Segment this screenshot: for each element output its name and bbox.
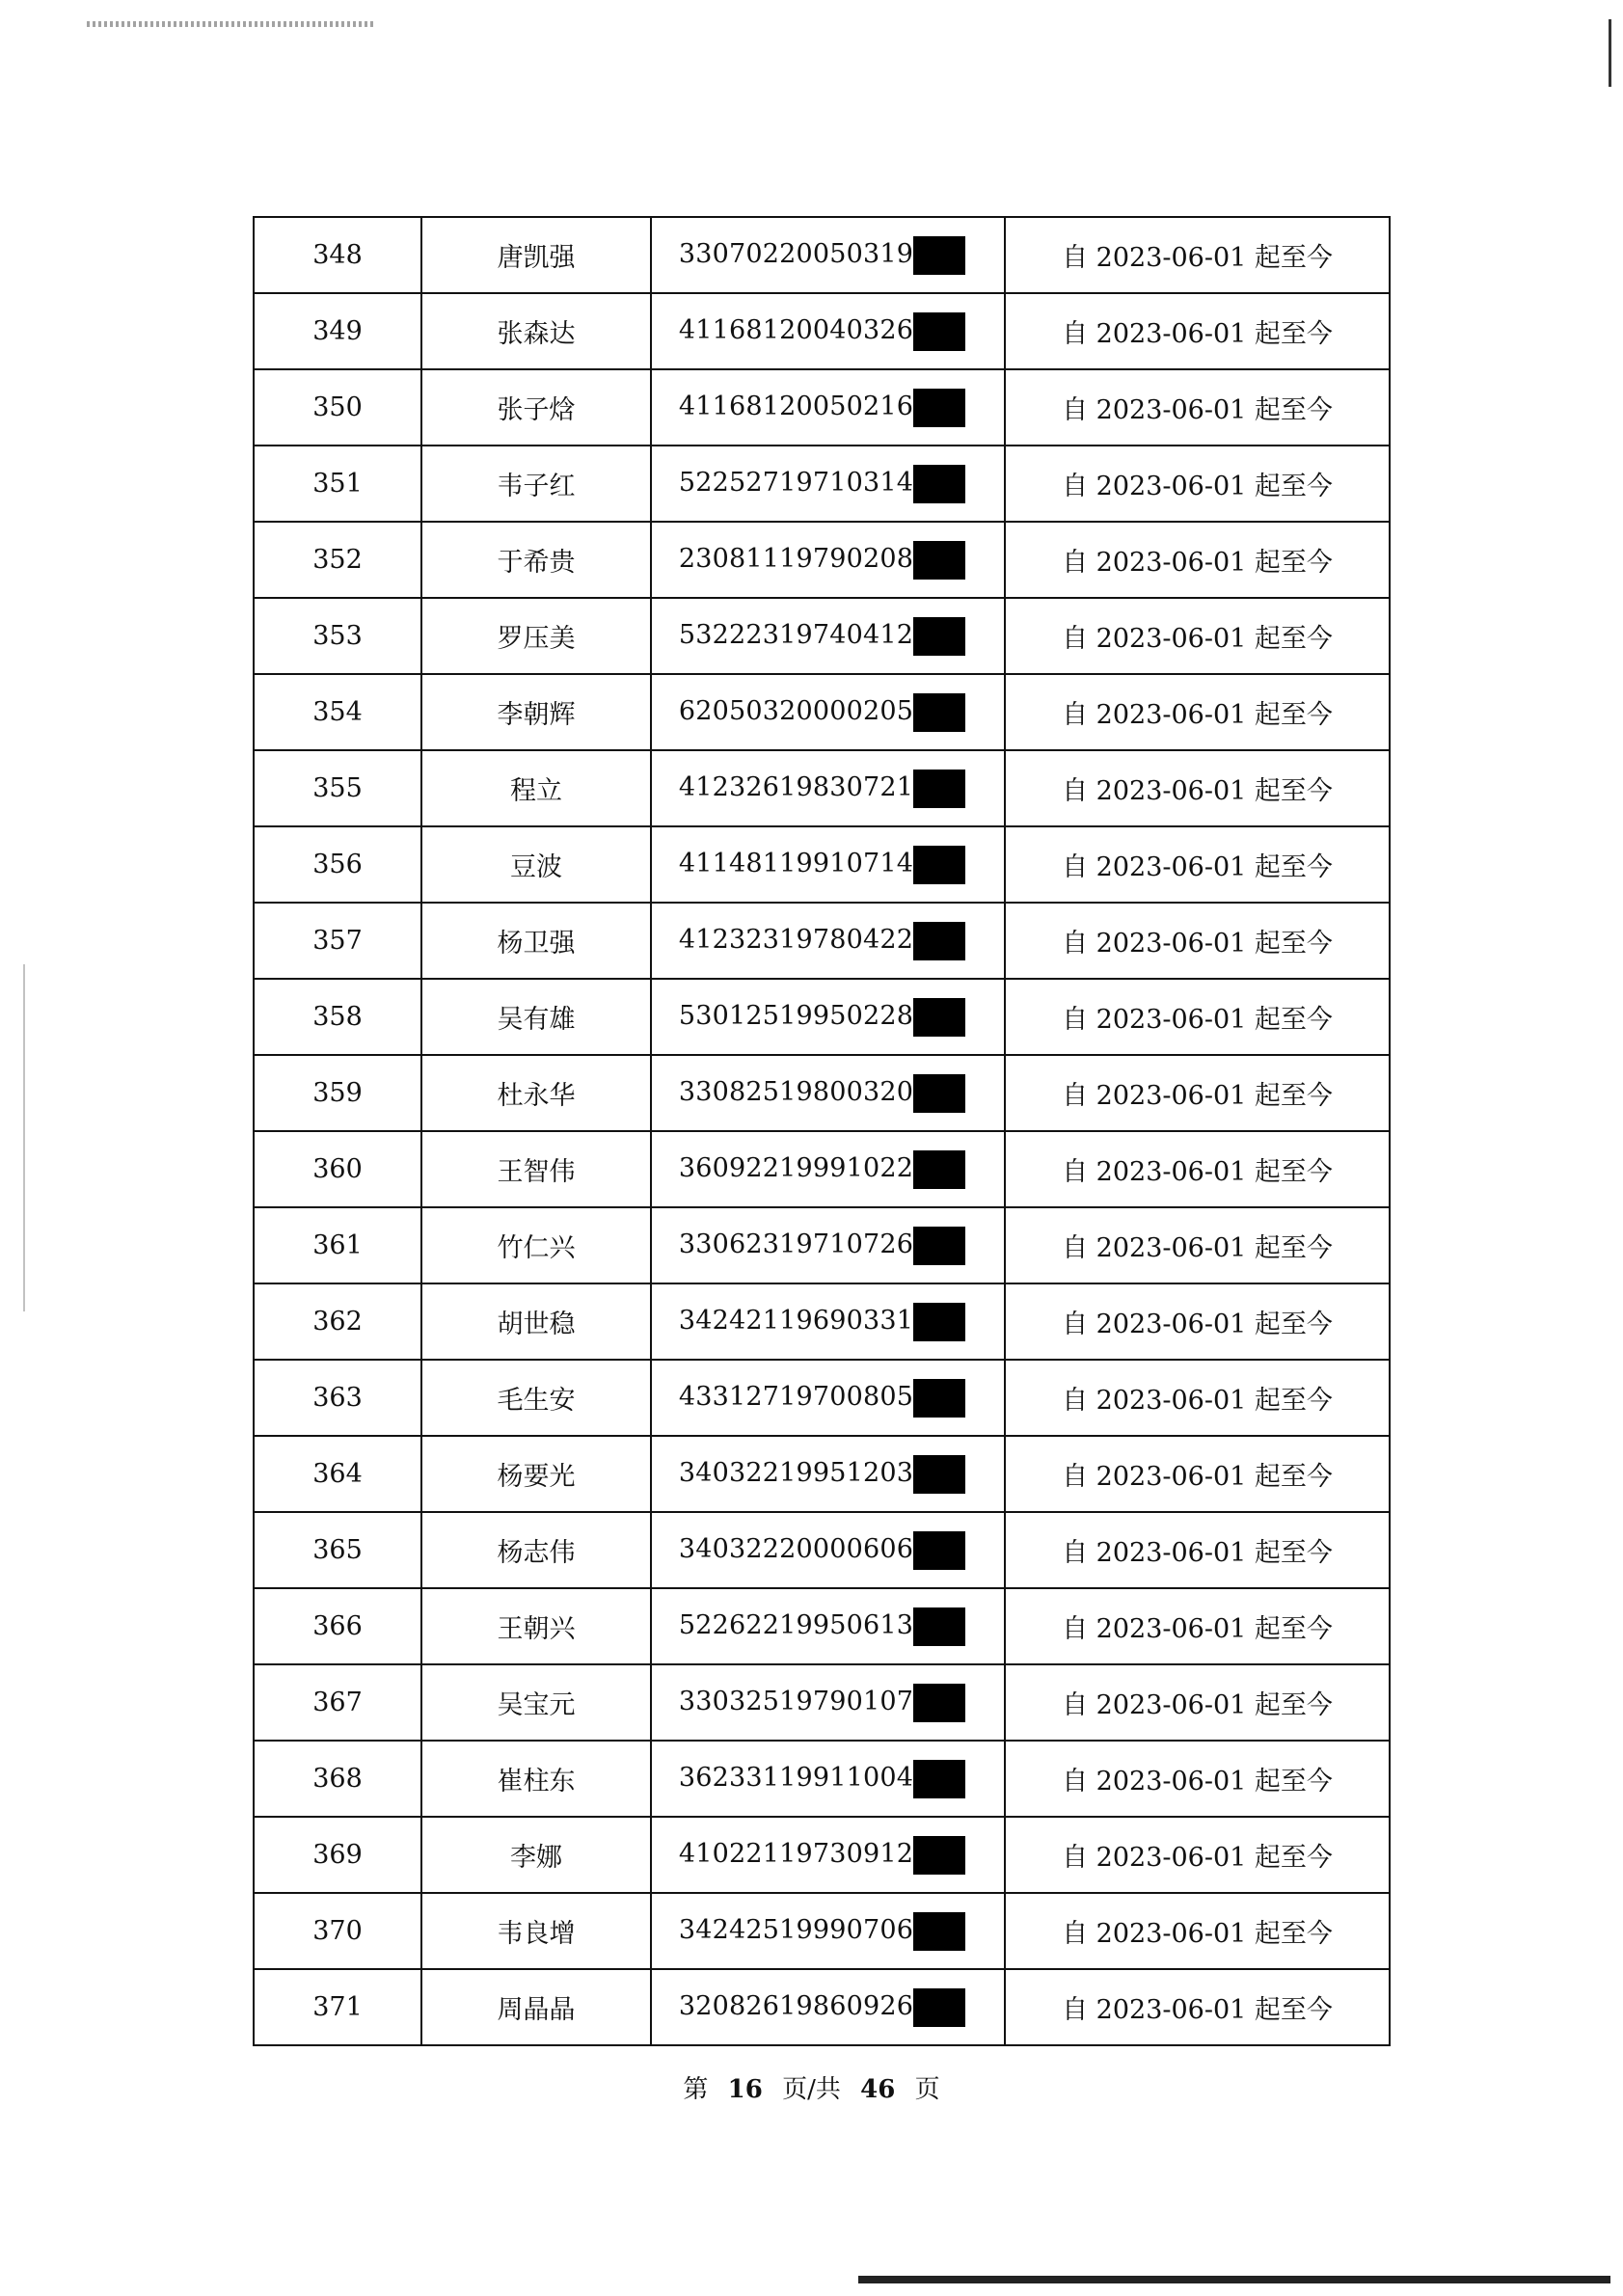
- id-number-cell: [651, 1207, 1005, 1283]
- id-number-visible: 41168120040326: [678, 315, 914, 345]
- table-row: [254, 1131, 1390, 1207]
- enrollment-period: 自 2023-06-01 起至今: [1005, 750, 1390, 826]
- person-name: 唐凯强: [421, 217, 651, 293]
- id-number-cell: [651, 1283, 1005, 1360]
- enrollment-period: 自 2023-06-01 起至今: [1005, 446, 1390, 522]
- id-number-visible: 62050320000205: [678, 696, 914, 726]
- scan-artifact-top: [87, 21, 376, 27]
- id-number-cell: [651, 1893, 1005, 1969]
- table-row: [254, 1741, 1390, 1817]
- id-number-visible: 52262219950613: [678, 1610, 914, 1640]
- row-number: 359: [254, 1055, 421, 1131]
- id-number-visible: 41022119730912: [678, 1839, 914, 1869]
- row-number: 357: [254, 903, 421, 979]
- redaction-block: [913, 846, 965, 884]
- scan-artifact-right: [1609, 19, 1611, 87]
- id-number-visible: 34032220000606: [678, 1534, 914, 1564]
- person-name: 杨要光: [421, 1436, 651, 1512]
- table-row: [254, 1207, 1390, 1283]
- row-number: 365: [254, 1512, 421, 1588]
- enrollment-period: 自 2023-06-01 起至今: [1005, 1283, 1390, 1360]
- redaction-block: [913, 1150, 965, 1189]
- id-number-visible: 23081119790208: [678, 544, 914, 574]
- enrollment-period: 自 2023-06-01 起至今: [1005, 979, 1390, 1055]
- row-number: 348: [254, 217, 421, 293]
- redaction-block: [913, 1607, 965, 1646]
- table-row: [254, 598, 1390, 674]
- table-row: [254, 1512, 1390, 1588]
- enrollment-period: 自 2023-06-01 起至今: [1005, 1436, 1390, 1512]
- row-number: 349: [254, 293, 421, 369]
- id-number-cell: [651, 522, 1005, 598]
- row-number: 367: [254, 1664, 421, 1741]
- enrollment-period: 自 2023-06-01 起至今: [1005, 1741, 1390, 1817]
- table-row: [254, 903, 1390, 979]
- page-footer: [0, 2069, 1623, 2105]
- person-name: 竹仁兴: [421, 1207, 651, 1283]
- id-number-visible: 41232319780422: [678, 925, 914, 955]
- row-number: 356: [254, 826, 421, 903]
- id-number-visible: 33062319710726: [678, 1229, 914, 1259]
- id-number-cell: [651, 826, 1005, 903]
- table-row: [254, 1055, 1390, 1131]
- id-number-cell: [651, 1436, 1005, 1512]
- id-number-visible: 36233119911004: [678, 1763, 914, 1793]
- enrollment-period: 自 2023-06-01 起至今: [1005, 293, 1390, 369]
- id-number-cell: [651, 1512, 1005, 1588]
- scan-artifact-left: [23, 964, 25, 1311]
- redaction-block: [913, 1531, 965, 1570]
- row-number: 355: [254, 750, 421, 826]
- id-number-cell: [651, 1969, 1005, 2045]
- redaction-block: [913, 770, 965, 808]
- person-name: 杨卫强: [421, 903, 651, 979]
- id-number-visible: 43312719700805: [678, 1382, 914, 1412]
- row-number: 350: [254, 369, 421, 446]
- person-name: 韦良增: [421, 1893, 651, 1969]
- id-number-cell: [651, 1131, 1005, 1207]
- redaction-block: [913, 1379, 965, 1418]
- redaction-block: [913, 1912, 965, 1951]
- id-number-visible: 32082619860926: [678, 1991, 914, 2021]
- id-number-visible: 36092219991022: [678, 1153, 914, 1183]
- redaction-block: [913, 1988, 965, 2027]
- table-row: [254, 522, 1390, 598]
- total-page-count: 46: [860, 2075, 896, 2104]
- id-number-cell: [651, 1664, 1005, 1741]
- id-number-cell: [651, 903, 1005, 979]
- footer-suffix: 页: [914, 2075, 940, 2104]
- id-number-visible: 41232619830721: [678, 772, 914, 802]
- person-name: 张森达: [421, 293, 651, 369]
- roster-table: [253, 216, 1391, 2046]
- redaction-block: [913, 389, 965, 427]
- enrollment-period: 自 2023-06-01 起至今: [1005, 903, 1390, 979]
- redaction-block: [913, 312, 965, 351]
- person-name: 罗压美: [421, 598, 651, 674]
- person-name: 周晶晶: [421, 1969, 651, 2045]
- id-number-cell: [651, 217, 1005, 293]
- redaction-block: [913, 998, 965, 1037]
- enrollment-period: 自 2023-06-01 起至今: [1005, 369, 1390, 446]
- id-number-visible: 33082519800320: [678, 1077, 914, 1107]
- enrollment-period: 自 2023-06-01 起至今: [1005, 598, 1390, 674]
- id-number-cell: [651, 1817, 1005, 1893]
- redaction-block: [913, 693, 965, 732]
- id-number-cell: [651, 598, 1005, 674]
- id-number-visible: 53012519950228: [678, 1001, 914, 1031]
- table-row: [254, 979, 1390, 1055]
- enrollment-period: 自 2023-06-01 起至今: [1005, 674, 1390, 750]
- enrollment-period: 自 2023-06-01 起至今: [1005, 1207, 1390, 1283]
- enrollment-period: 自 2023-06-01 起至今: [1005, 217, 1390, 293]
- enrollment-period: 自 2023-06-01 起至今: [1005, 1512, 1390, 1588]
- table-row: [254, 217, 1390, 293]
- id-number-cell: [651, 1588, 1005, 1664]
- id-number-cell: [651, 674, 1005, 750]
- redaction-block: [913, 1074, 965, 1113]
- id-number-cell: [651, 293, 1005, 369]
- person-name: 于希贵: [421, 522, 651, 598]
- table-row: [254, 1360, 1390, 1436]
- person-name: 杨志伟: [421, 1512, 651, 1588]
- enrollment-period: 自 2023-06-01 起至今: [1005, 1055, 1390, 1131]
- person-name: 杜永华: [421, 1055, 651, 1131]
- person-name: 豆波: [421, 826, 651, 903]
- table-row: [254, 674, 1390, 750]
- table-row: [254, 1588, 1390, 1664]
- id-number-cell: [651, 446, 1005, 522]
- table-row: [254, 1817, 1390, 1893]
- footer-prefix: 第: [683, 2075, 709, 2104]
- id-number-visible: 34242519990706: [678, 1915, 914, 1945]
- row-number: 366: [254, 1588, 421, 1664]
- table-row: [254, 1283, 1390, 1360]
- redaction-block: [913, 922, 965, 960]
- id-number-visible: 33070220050319: [678, 239, 914, 269]
- id-number-cell: [651, 979, 1005, 1055]
- person-name: 李朝辉: [421, 674, 651, 750]
- table-row: [254, 1969, 1390, 2045]
- redaction-block: [913, 465, 965, 503]
- id-number-visible: 41168120050216: [678, 392, 914, 421]
- table-row: [254, 1664, 1390, 1741]
- redaction-block: [913, 1303, 965, 1341]
- row-number: 363: [254, 1360, 421, 1436]
- person-name: 张子焓: [421, 369, 651, 446]
- enrollment-period: 自 2023-06-01 起至今: [1005, 1893, 1390, 1969]
- enrollment-period: 自 2023-06-01 起至今: [1005, 522, 1390, 598]
- row-number: 352: [254, 522, 421, 598]
- person-name: 王智伟: [421, 1131, 651, 1207]
- row-number: 353: [254, 598, 421, 674]
- redaction-block: [913, 1684, 965, 1722]
- redaction-block: [913, 617, 965, 656]
- scan-artifact-bottom: [858, 2276, 1610, 2283]
- person-name: 吴宝元: [421, 1664, 651, 1741]
- row-number: 360: [254, 1131, 421, 1207]
- table-row: [254, 369, 1390, 446]
- row-number: 358: [254, 979, 421, 1055]
- row-number: 364: [254, 1436, 421, 1512]
- row-number: 361: [254, 1207, 421, 1283]
- table-row: [254, 293, 1390, 369]
- id-number-visible: 33032519790107: [678, 1687, 914, 1716]
- table-row: [254, 826, 1390, 903]
- row-number: 371: [254, 1969, 421, 2045]
- enrollment-period: 自 2023-06-01 起至今: [1005, 1131, 1390, 1207]
- enrollment-period: 自 2023-06-01 起至今: [1005, 1588, 1390, 1664]
- person-name: 王朝兴: [421, 1588, 651, 1664]
- person-name: 李娜: [421, 1817, 651, 1893]
- row-number: 354: [254, 674, 421, 750]
- current-page-number: 16: [727, 2075, 763, 2104]
- row-number: 362: [254, 1283, 421, 1360]
- footer-middle: 页/共: [782, 2075, 841, 2104]
- person-name: 毛生安: [421, 1360, 651, 1436]
- person-name: 胡世稳: [421, 1283, 651, 1360]
- enrollment-period: 自 2023-06-01 起至今: [1005, 1360, 1390, 1436]
- id-number-cell: [651, 1741, 1005, 1817]
- enrollment-period: 自 2023-06-01 起至今: [1005, 1817, 1390, 1893]
- enrollment-period: 自 2023-06-01 起至今: [1005, 1664, 1390, 1741]
- person-name: 吴有雄: [421, 979, 651, 1055]
- redaction-block: [913, 236, 965, 275]
- row-number: 370: [254, 1893, 421, 1969]
- enrollment-period: 自 2023-06-01 起至今: [1005, 1969, 1390, 2045]
- id-number-visible: 34242119690331: [678, 1306, 914, 1336]
- table-row: [254, 1436, 1390, 1512]
- person-name: 韦子红: [421, 446, 651, 522]
- row-number: 368: [254, 1741, 421, 1817]
- id-number-cell: [651, 369, 1005, 446]
- row-number: 351: [254, 446, 421, 522]
- redaction-block: [913, 1455, 965, 1494]
- person-name: 崔柱东: [421, 1741, 651, 1817]
- redaction-block: [913, 1836, 965, 1875]
- id-number-visible: 41148119910714: [678, 849, 914, 878]
- id-number-visible: 53222319740412: [678, 620, 914, 650]
- id-number-visible: 52252719710314: [678, 468, 914, 498]
- table-row: [254, 750, 1390, 826]
- id-number-visible: 34032219951203: [678, 1458, 914, 1488]
- table-row: [254, 446, 1390, 522]
- person-name: 程立: [421, 750, 651, 826]
- enrollment-period: 自 2023-06-01 起至今: [1005, 826, 1390, 903]
- id-number-cell: [651, 1055, 1005, 1131]
- redaction-block: [913, 1760, 965, 1798]
- row-number: 369: [254, 1817, 421, 1893]
- roster-table-body: [254, 217, 1390, 2045]
- redaction-block: [913, 541, 965, 580]
- table-row: [254, 1893, 1390, 1969]
- redaction-block: [913, 1227, 965, 1265]
- id-number-cell: [651, 750, 1005, 826]
- id-number-cell: [651, 1360, 1005, 1436]
